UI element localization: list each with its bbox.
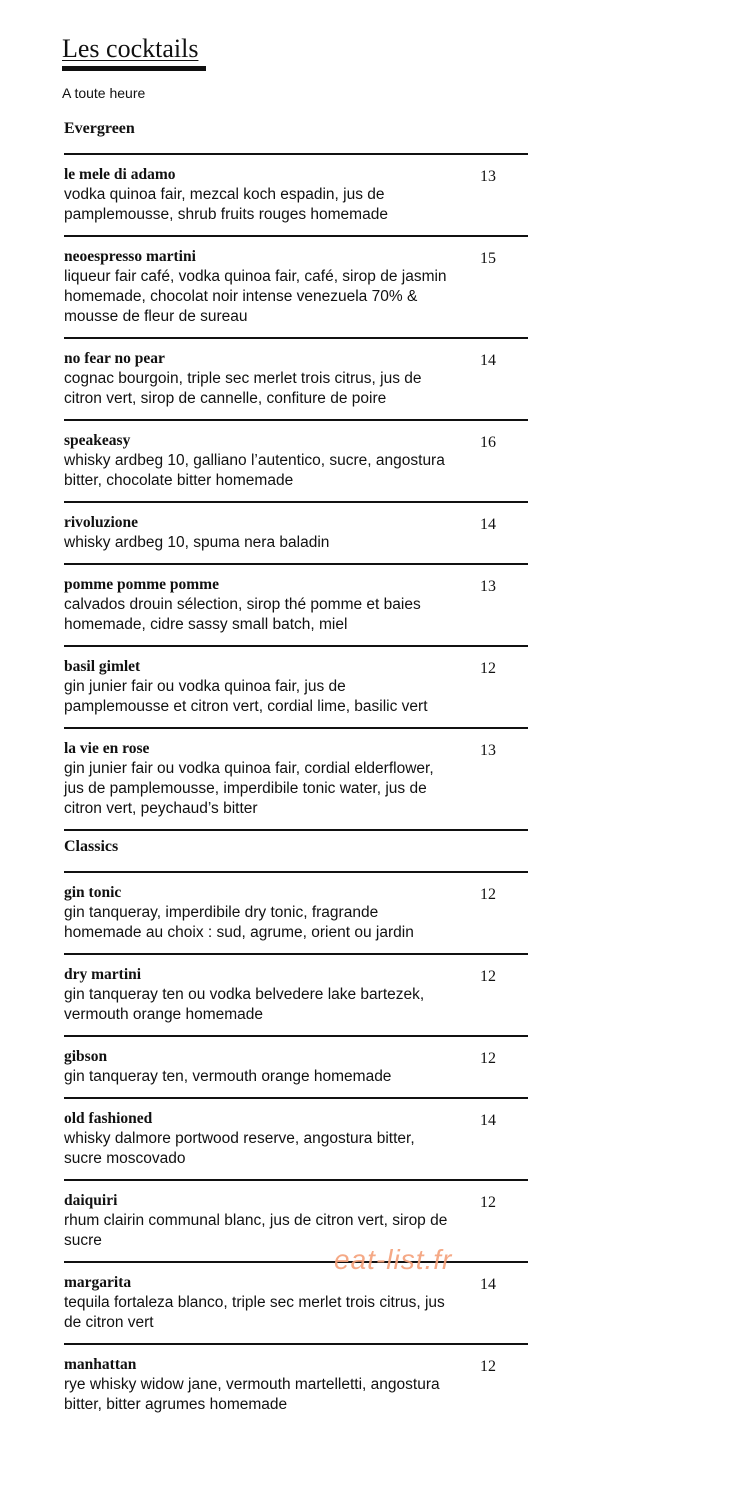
menu-item	[64, 1037, 528, 1097]
menu-item	[64, 421, 528, 501]
menu-item	[64, 1263, 528, 1343]
item-description: whisky ardbeg 10, spuma nera baladin	[64, 534, 330, 551]
item-price: 16	[480, 434, 496, 451]
item-description: rye whisky widow jane, vermouth martelletti, angostura bitter, bitter agrumes homemade	[64, 1376, 440, 1413]
menu-item	[64, 339, 528, 419]
item-name: gibson	[64, 1048, 108, 1065]
item-description: tequila fortaleza blanco, triple sec merlet trois citrus, jus de citron vert	[64, 1294, 445, 1331]
item-description: gin tanqueray, imperdibile dry tonic, fragrande homemade au choix : sud, agrume, orient ou jardin	[64, 904, 414, 941]
item-name: neoespresso martini	[64, 248, 196, 265]
item-price: 15	[480, 250, 496, 267]
menu-item	[64, 1099, 528, 1179]
item-price: 14	[480, 1276, 496, 1293]
item-price: 14	[480, 352, 496, 369]
menu-item	[64, 503, 528, 563]
item-name: la vie en rose	[64, 740, 150, 757]
item-price: 14	[480, 1112, 496, 1129]
page-title: Les cocktails	[62, 34, 199, 63]
page-subtitle: A toute heure	[62, 85, 146, 101]
item-description: whisky dalmore portwood reserve, angostura bitter, sucre moscovado	[64, 1130, 415, 1167]
title-underline-bar	[62, 66, 206, 71]
item-description: calvados drouin sélection, sirop thé pomme et baies homemade, cidre sassy small batch, miel	[64, 596, 421, 633]
item-description: vodka quinoa fair, mezcal koch espadin, jus de pamplemousse, shrub fruits rouges homemade	[64, 186, 388, 223]
item-name: daiquiri	[64, 1192, 118, 1209]
item-price: 12	[480, 1194, 496, 1211]
item-name: dry martini	[64, 966, 142, 983]
item-price: 12	[480, 886, 496, 903]
item-name: gin tonic	[64, 884, 122, 901]
title-block	[62, 34, 206, 71]
menu-item	[64, 155, 528, 235]
item-description: liqueur fair café, vodka quinoa fair, café, sirop de jasmin homemade, chocolat noir intense venezuela 70% & mousse de fleur de sureau	[64, 268, 447, 325]
item-price: 13	[480, 742, 496, 759]
menu-item	[64, 729, 528, 829]
menu-list	[64, 113, 528, 1425]
menu-item	[64, 1345, 528, 1425]
section-heading: Classics	[64, 838, 119, 855]
item-name: manhattan	[64, 1356, 137, 1373]
item-name: no fear no pear	[64, 350, 165, 367]
item-description: cognac bourgoin, triple sec merlet trois citrus, jus de citron vert, sirop de cannelle, confiture de poire	[64, 370, 422, 407]
item-name: speakeasy	[64, 432, 131, 449]
item-description: gin tanqueray ten ou vodka belvedere lake bartezek, vermouth orange homemade	[64, 986, 425, 1023]
item-price: 12	[480, 968, 496, 985]
item-name: pomme pomme pomme	[64, 576, 219, 593]
item-price: 14	[480, 516, 496, 533]
item-price: 12	[480, 1358, 496, 1375]
menu-item	[64, 873, 528, 953]
item-price: 12	[480, 660, 496, 677]
item-description: gin junier fair ou vodka quinoa fair, jus de pamplemousse et citron vert, cordial lime, basilic vert	[64, 678, 428, 715]
item-description: gin tanqueray ten, vermouth orange homemade	[64, 1068, 392, 1085]
menu-item	[64, 1181, 528, 1261]
item-name: old fashioned	[64, 1110, 153, 1127]
item-description: gin junier fair ou vodka quinoa fair, cordial elderflower, jus de pamplemousse, imperdibile tonic water, jus de citron vert, peychaud’s bitter	[64, 760, 434, 817]
item-price: 13	[480, 578, 496, 595]
item-price: 13	[480, 168, 496, 185]
item-description: rhum clairin communal blanc, jus de citron vert, sirop de sucre	[64, 1212, 448, 1249]
menu-item	[64, 565, 528, 645]
menu-item	[64, 955, 528, 1035]
section-heading: Evergreen	[64, 120, 135, 137]
menu-item	[64, 237, 528, 337]
item-name: basil gimlet	[64, 658, 141, 675]
item-price: 12	[480, 1050, 496, 1067]
item-name: le mele di adamo	[64, 166, 176, 183]
watermark: eat-list.fr	[334, 1244, 453, 1275]
item-description: whisky ardbeg 10, galliano l’autentico, sucre, angostura bitter, chocolate bitter homemade	[64, 452, 445, 489]
item-name: margarita	[64, 1274, 132, 1291]
menu-item	[64, 647, 528, 727]
item-name: rivoluzione	[64, 514, 139, 531]
